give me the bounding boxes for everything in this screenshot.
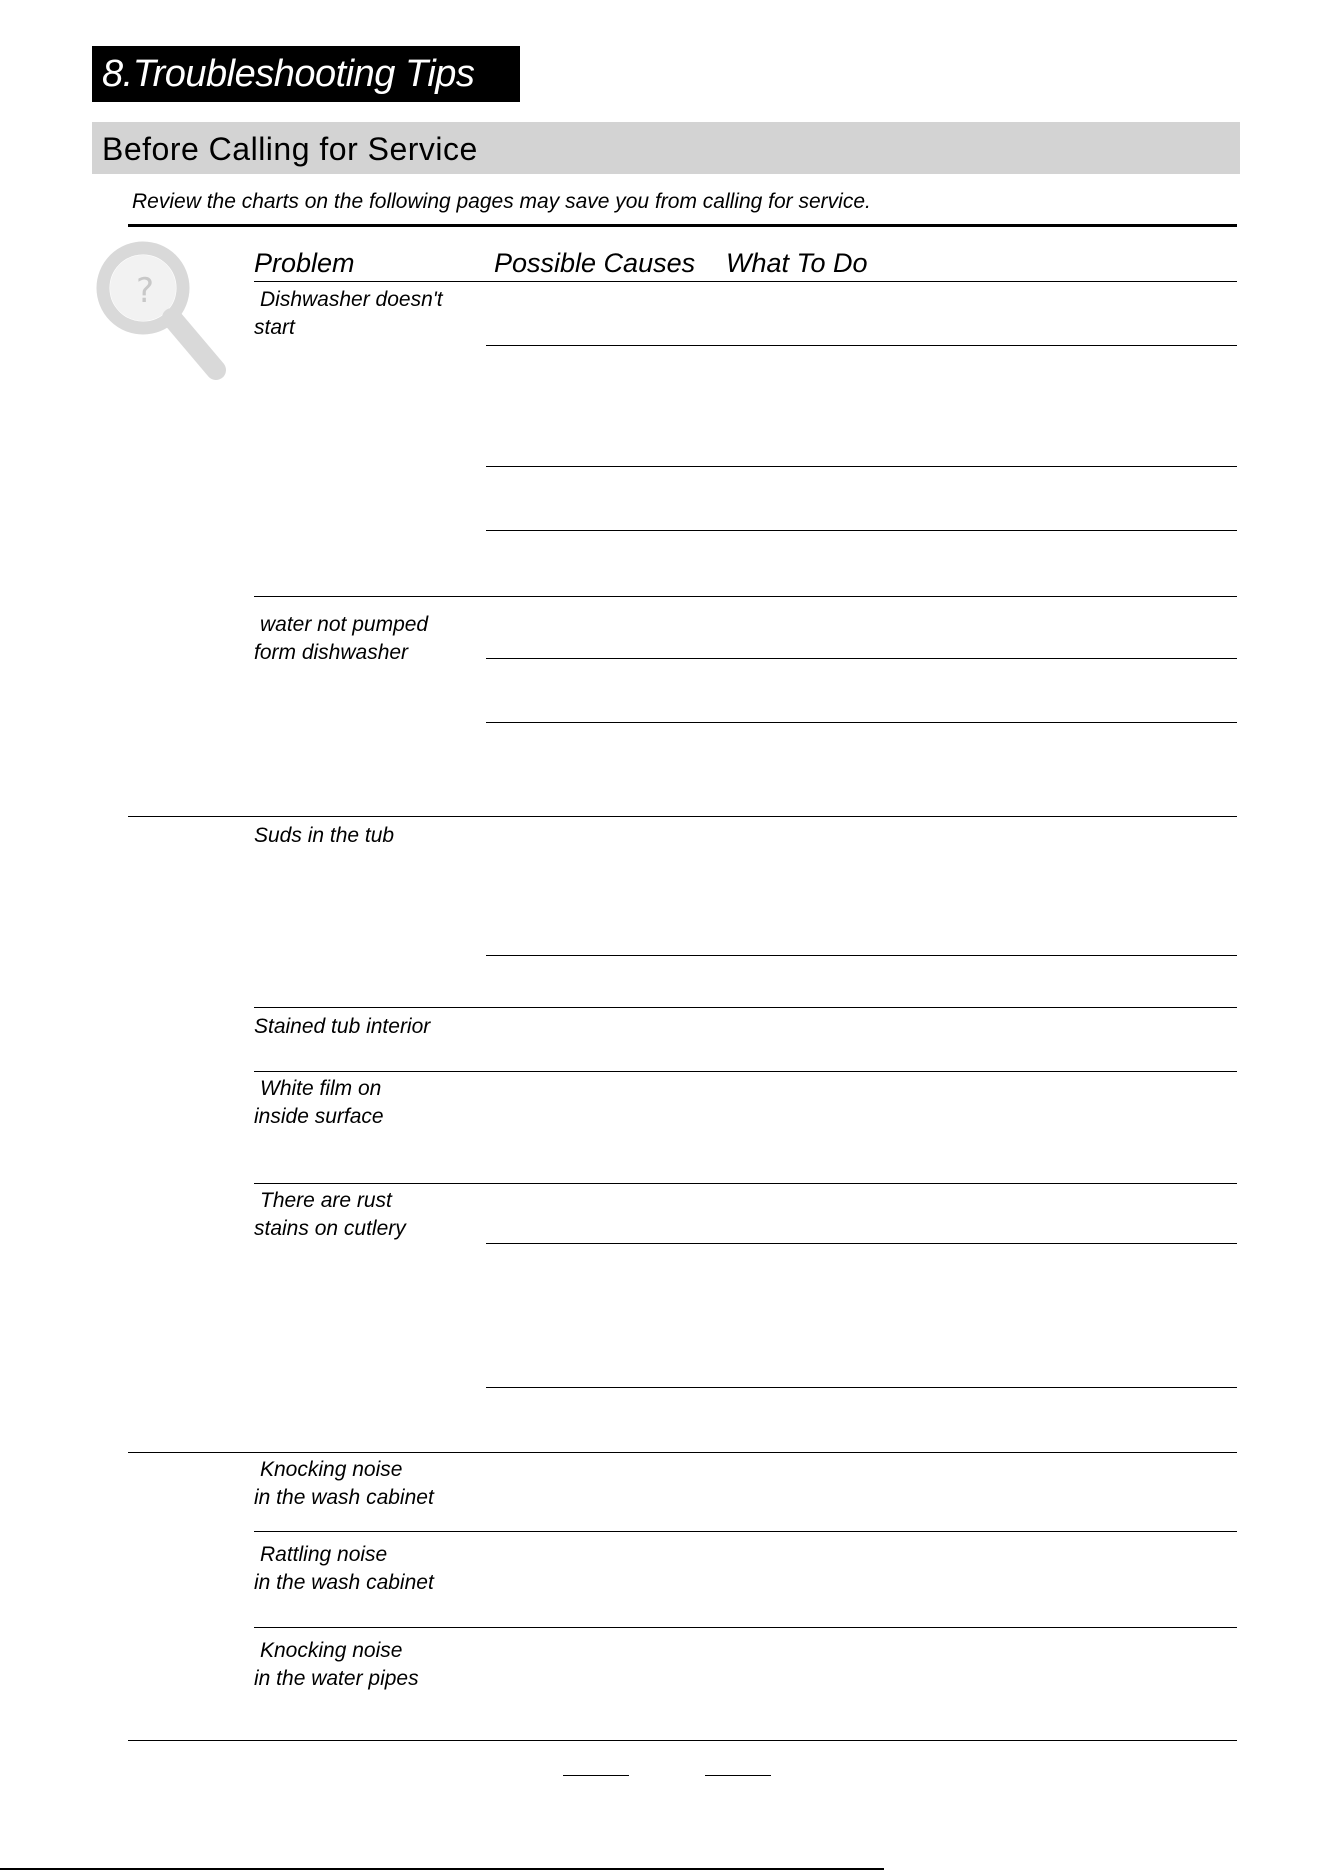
problem-line: start <box>254 316 295 339</box>
row-divider <box>486 345 1237 346</box>
row-divider <box>128 816 1237 817</box>
problem-line: There are rust <box>260 1189 392 1212</box>
column-header-problem: Problem <box>254 248 355 278</box>
row-divider <box>486 722 1237 723</box>
problem-line: form dishwasher <box>254 641 409 664</box>
column-header-possible-causes: Possible Causes <box>494 248 696 278</box>
problem-line: in the wash cabinet <box>254 1571 434 1594</box>
problem-line: Suds in the tub <box>254 824 395 847</box>
problem-rattling-noise-cabinet <box>254 1541 434 1597</box>
row-divider <box>486 530 1237 531</box>
row-divider <box>128 1740 1237 1741</box>
problem-water-not-pumped <box>254 611 428 667</box>
magnifier-question-icon <box>96 240 236 390</box>
intro-text: Review the charts on the following pages may save you from calling for service. <box>132 190 871 213</box>
problem-white-film <box>254 1075 384 1131</box>
row-divider <box>486 1243 1237 1244</box>
problem-line: Rattling noise <box>260 1543 388 1566</box>
problem-rust-stains <box>254 1187 406 1243</box>
problem-line: Dishwasher doesn't <box>260 288 443 311</box>
problem-dishwasher-doesnt-start <box>254 286 443 342</box>
row-divider <box>254 1627 1237 1628</box>
row-divider <box>486 1387 1237 1388</box>
problem-line: inside surface <box>254 1105 384 1128</box>
problem-line: stains on cutlery <box>254 1217 406 1240</box>
page-bottom-edge <box>0 1868 884 1870</box>
problem-line: Knocking noise <box>260 1639 403 1662</box>
problem-line: Stained tub interior <box>254 1015 431 1038</box>
svg-text:?: ? <box>136 271 155 311</box>
problem-knocking-noise-cabinet <box>254 1456 434 1512</box>
row-divider <box>486 466 1237 467</box>
row-divider <box>254 1183 1237 1184</box>
column-header-what-to-do: What To Do <box>726 248 868 278</box>
footer-mark <box>705 1775 771 1776</box>
problem-line: White film on <box>260 1077 382 1100</box>
problem-knocking-noise-pipes <box>254 1637 419 1693</box>
row-divider <box>254 1071 1237 1072</box>
problem-stained-tub-interior <box>254 1013 430 1041</box>
problem-line: in the wash cabinet <box>254 1486 434 1509</box>
header-divider <box>128 224 1237 227</box>
problem-line: water not pumped <box>260 613 429 636</box>
row-divider <box>486 658 1237 659</box>
row-divider <box>254 1531 1237 1532</box>
problem-line: in the water pipes <box>254 1667 419 1690</box>
problem-line: Knocking noise <box>260 1458 403 1481</box>
column-header-underline <box>254 281 1237 282</box>
row-divider <box>254 596 1237 597</box>
row-divider <box>486 955 1237 956</box>
problem-suds-in-tub <box>254 822 394 850</box>
row-divider <box>128 1452 1237 1453</box>
row-divider <box>254 1007 1237 1008</box>
section-title: 8.Troubleshooting Tips <box>92 46 520 102</box>
section-subtitle: Before Calling for Service <box>92 122 1240 174</box>
footer-mark <box>563 1775 629 1776</box>
